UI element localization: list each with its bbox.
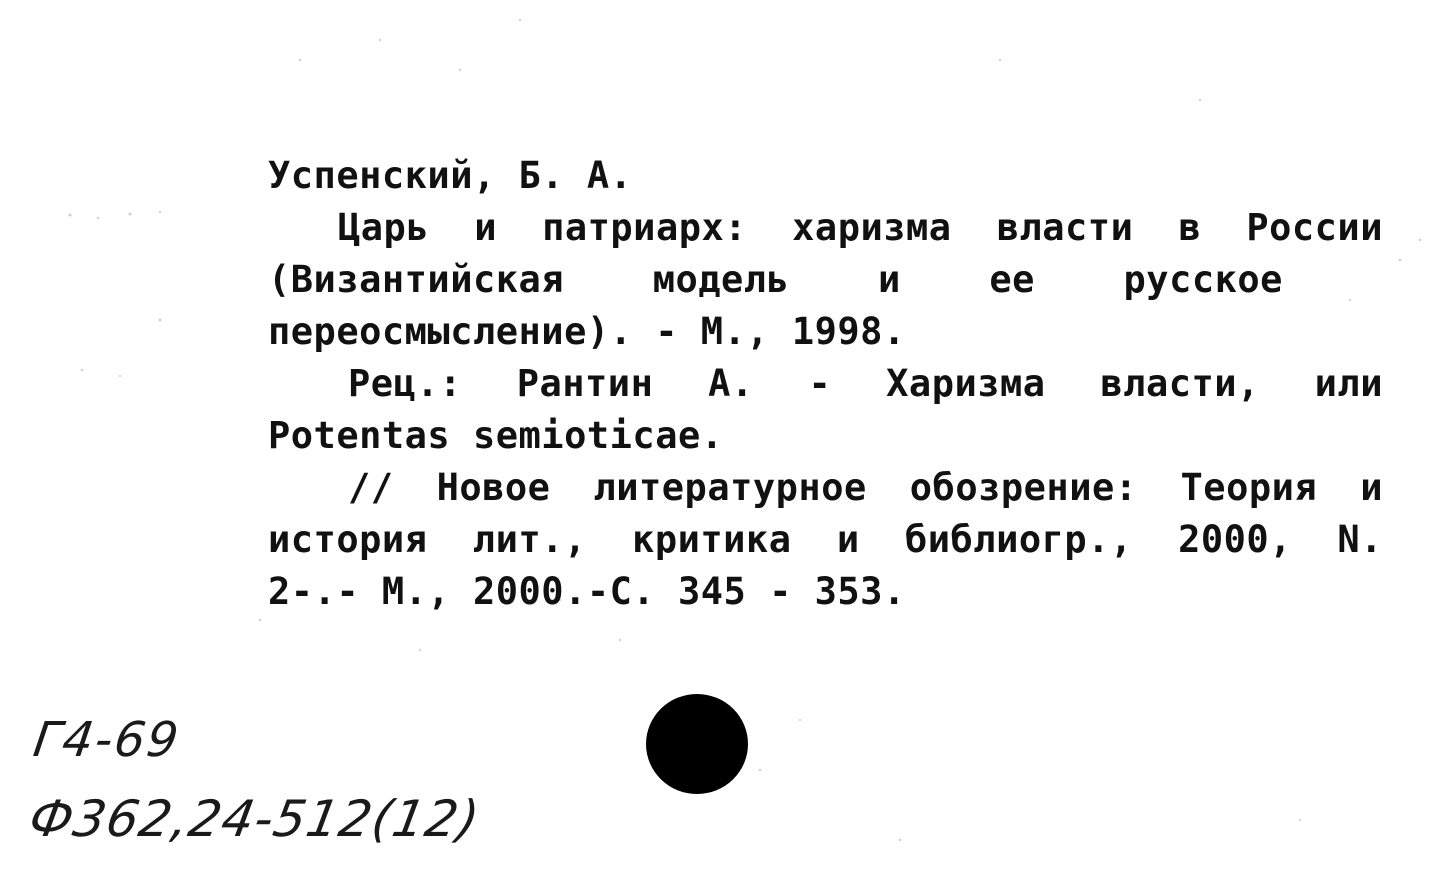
title-word: (Византийская (268, 258, 565, 301)
source-word: // (348, 466, 394, 509)
handwritten-code: Г4-69 (30, 712, 184, 768)
source-word: литературное (593, 466, 867, 509)
title-line-2 (268, 254, 1383, 306)
title-word: ее (989, 258, 1035, 301)
title-line-1 (268, 202, 1383, 254)
title-word: Царь (338, 206, 430, 249)
source-word: библиогр., (904, 518, 1133, 561)
review-word: Харизма (886, 362, 1046, 405)
source-word: лит., (472, 518, 587, 561)
review-word: А. (708, 362, 754, 405)
title-word: и (474, 206, 497, 249)
source-word: N. (1337, 518, 1383, 561)
bibliographic-entry (268, 150, 1383, 618)
title-word: в (1178, 206, 1202, 249)
source-word: и (1360, 466, 1383, 509)
title-line-3: переосмысление). - М., 1998. (268, 310, 906, 353)
title-word: России (1246, 206, 1383, 249)
source-word: и (836, 518, 860, 561)
source-word: история (268, 518, 428, 561)
review-line-2: Potentas semioticae. (268, 414, 724, 457)
card-punch-hole (646, 694, 748, 794)
source-line-2 (268, 514, 1383, 566)
title-word: модель (652, 258, 790, 301)
review-word: Рантин (516, 362, 654, 405)
review-word: или (1314, 362, 1383, 405)
title-word: харизма (792, 206, 952, 249)
review-word: Рец.: (348, 362, 462, 405)
source-word: обозрение: (909, 466, 1138, 509)
review-word: - (808, 362, 832, 405)
author-line: Успенский, Б. А. (268, 154, 633, 197)
title-word: русское (1123, 258, 1283, 301)
source-word: 2000, (1178, 518, 1292, 561)
source-line-1 (268, 462, 1383, 514)
title-word: власти (996, 206, 1134, 249)
review-line-1 (268, 358, 1383, 410)
source-word: критика (632, 518, 792, 561)
title-word: патриарх: (542, 206, 748, 249)
source-line-3: 2-.- М., 2000.-С. 345 - 353. (268, 570, 906, 613)
review-word: власти, (1100, 362, 1260, 405)
source-word: Новое (436, 466, 551, 509)
source-word: Теория (1180, 466, 1318, 509)
handwritten-shelfmark: Ф362,24-512(12) (24, 790, 485, 848)
title-word: и (877, 258, 901, 301)
